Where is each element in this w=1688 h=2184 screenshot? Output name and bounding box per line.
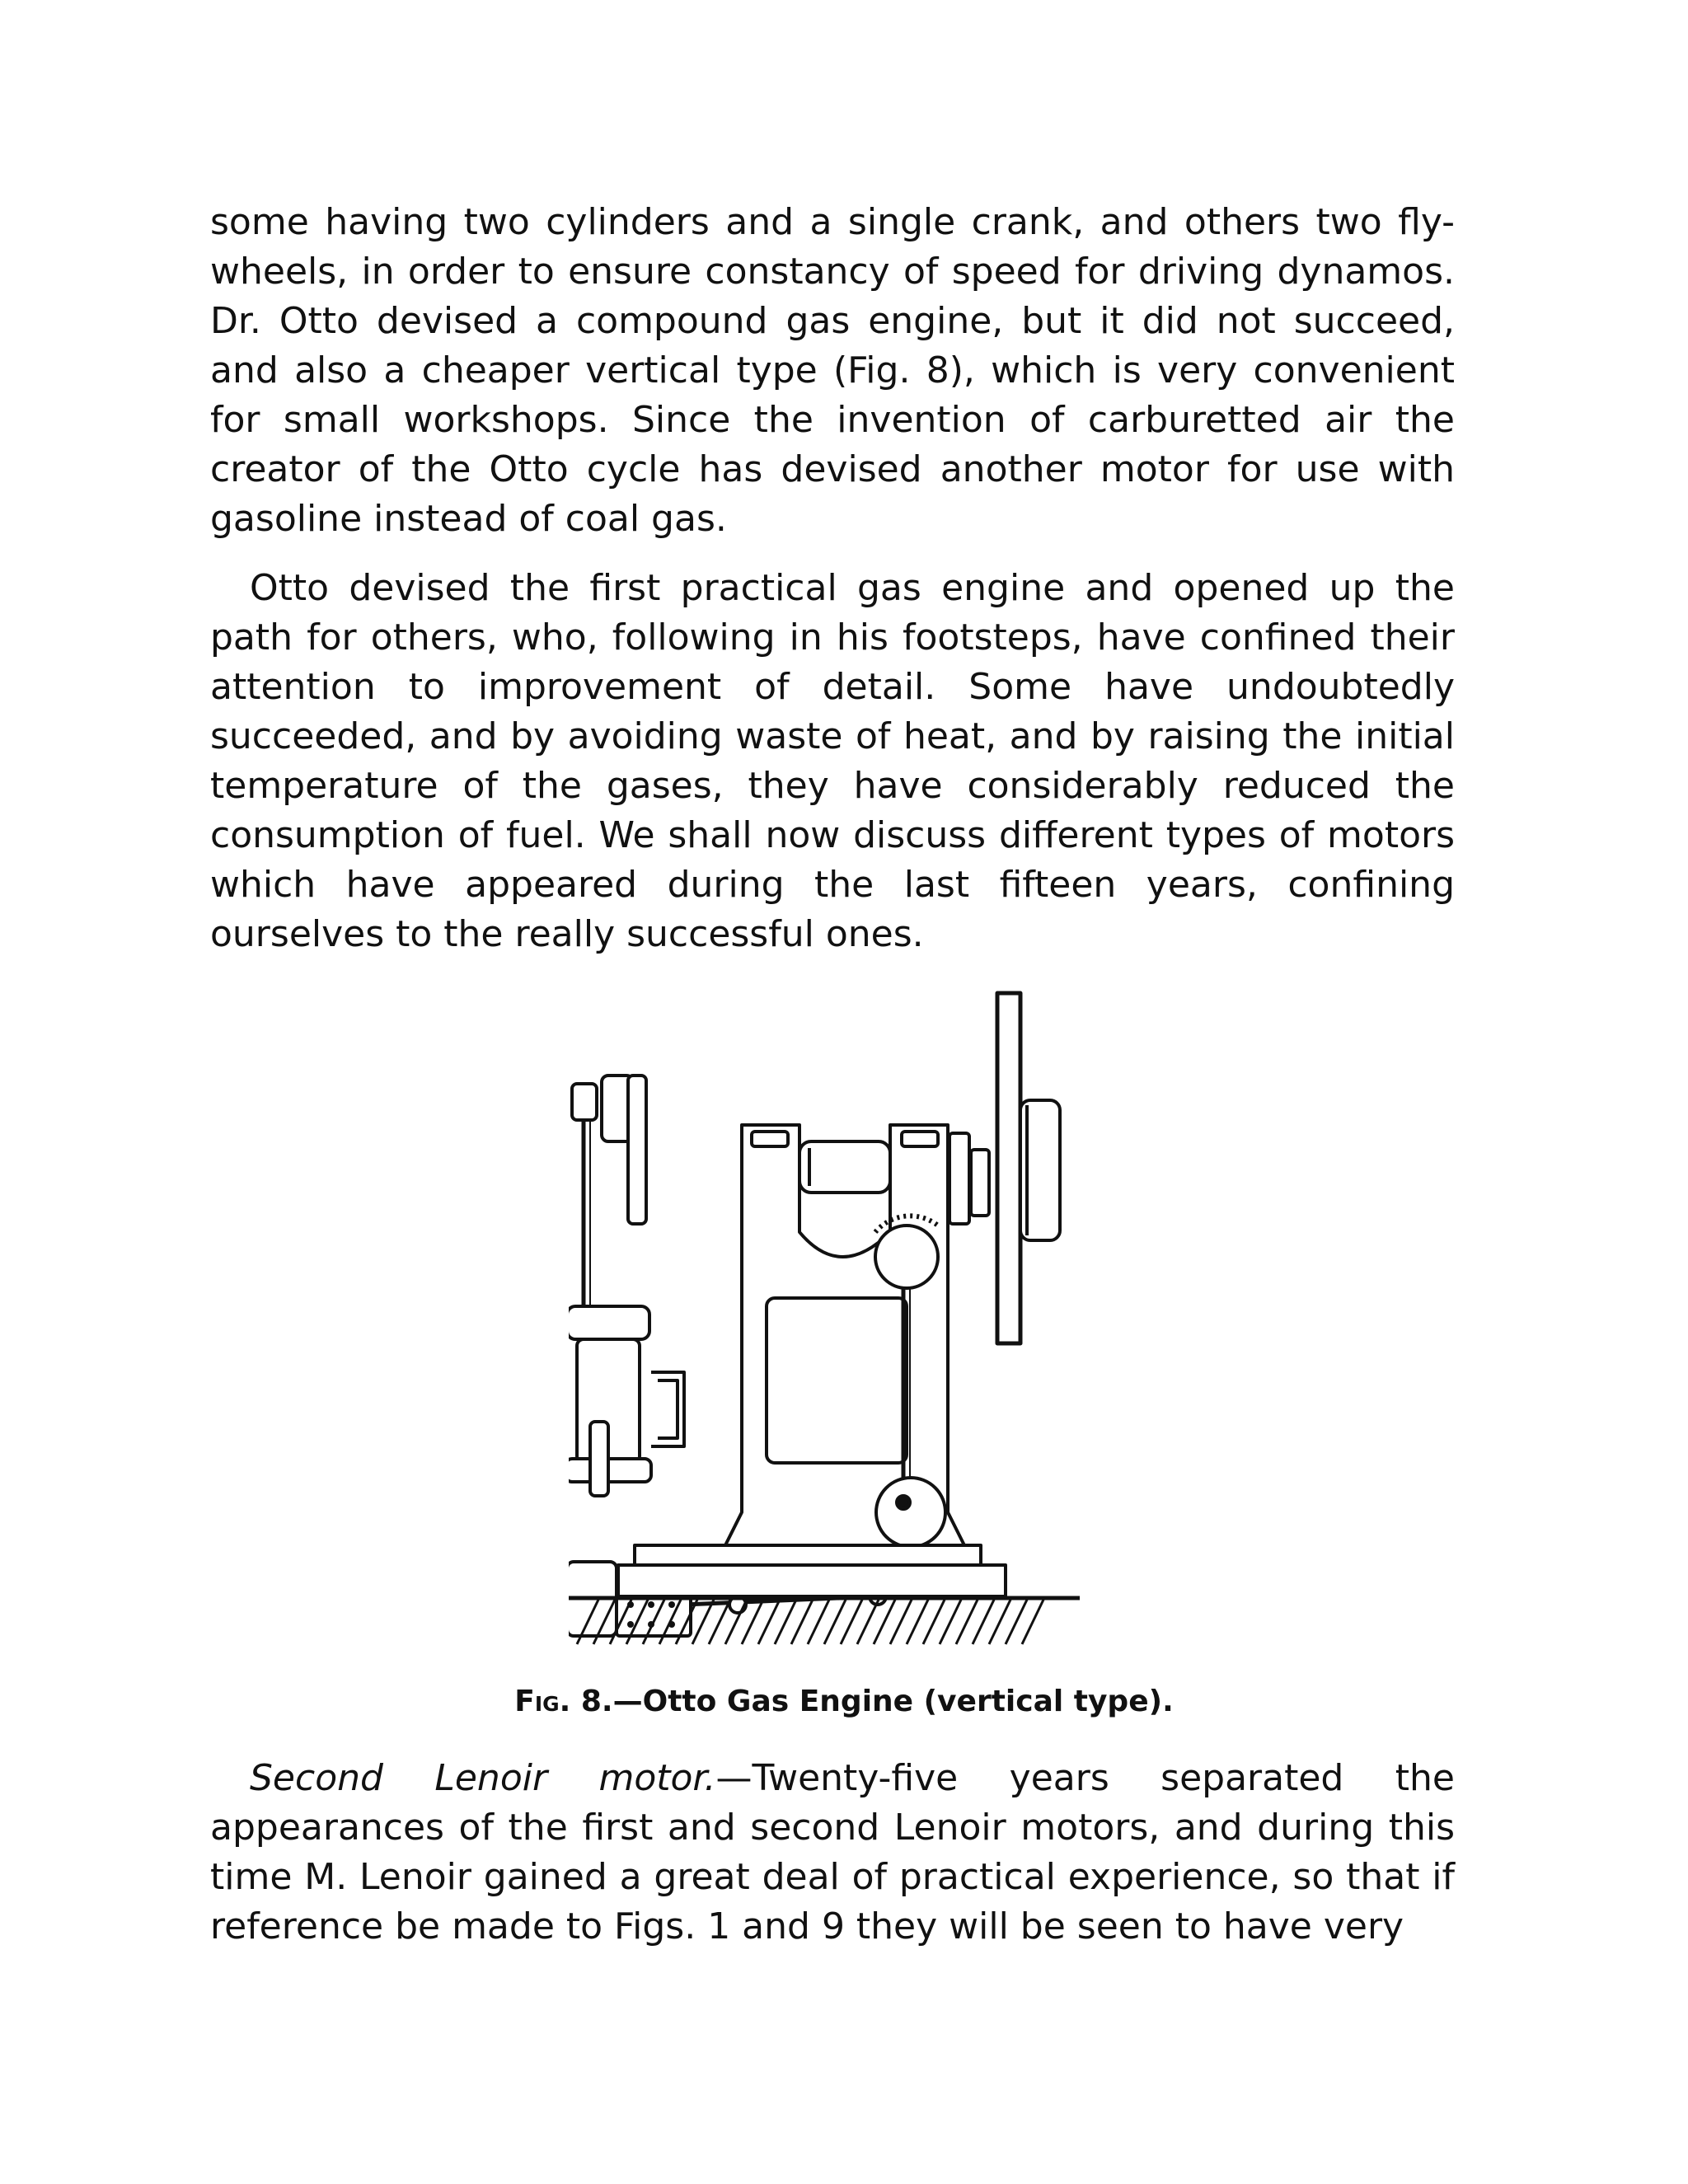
crank-shaft: [799, 1141, 890, 1193]
paragraph-3-text: [210, 1754, 1455, 1952]
engine-foundation: [618, 1565, 1006, 1596]
gas-engine-drawing: [569, 985, 1080, 1669]
figure-caption-label: Fig. 8.: [514, 1685, 613, 1718]
crank-wheel: [876, 1478, 945, 1547]
paragraph-2-text: Otto devised the first practical gas engine and opened up the path for others, who, following in his footsteps, have confined their attention to improvement of detail. Some have undoubtedly succeeded, and by avoiding waste of heat, and by raising the initial temperature of the gases, they have considerably reduced the consumption of fuel. We shall now discuss different types of motors which have appeared during the last fifteen years, confining ourselves to the really successful ones.: [210, 567, 1455, 955]
valve-chest: [569, 1306, 649, 1339]
figure-8-illustration: [569, 985, 1080, 1669]
paragraph-3: [210, 1754, 1455, 1952]
flywheel-rim: [997, 993, 1020, 1343]
figure-caption-text: —Otto Gas Engine (vertical type).: [612, 1685, 1174, 1718]
paragraph-2: [210, 564, 1455, 959]
figure-caption: [0, 1681, 1688, 1722]
paragraph-1: [210, 198, 1455, 544]
section-heading-inline: Second Lenoir motor.: [250, 1757, 716, 1799]
frame-window: [767, 1298, 907, 1463]
paragraph-1-text: some having two cylinders and a single crank, and others two fly-wheels, in order to ensure constancy of speed for driving dynamos. Dr. Otto devised a compound gas engine, but it did not succeed, and also a cheaper vertical type (Fig. 8), which is very convenient for small workshops. Since the invention of carburetted air the creator of the Otto cycle has devised another motor for use with gasoline instead of coal gas.: [210, 201, 1455, 540]
paragraph-3-body: —Twenty-five years separated the appearances of the first and second Lenoir motors, and during this time M. Lenoir gained a great deal of practical experience, so that if reference be made to Figs. 1 and 9 they will be seen to have very: [210, 1757, 1455, 1947]
governor-dial: [875, 1226, 938, 1288]
